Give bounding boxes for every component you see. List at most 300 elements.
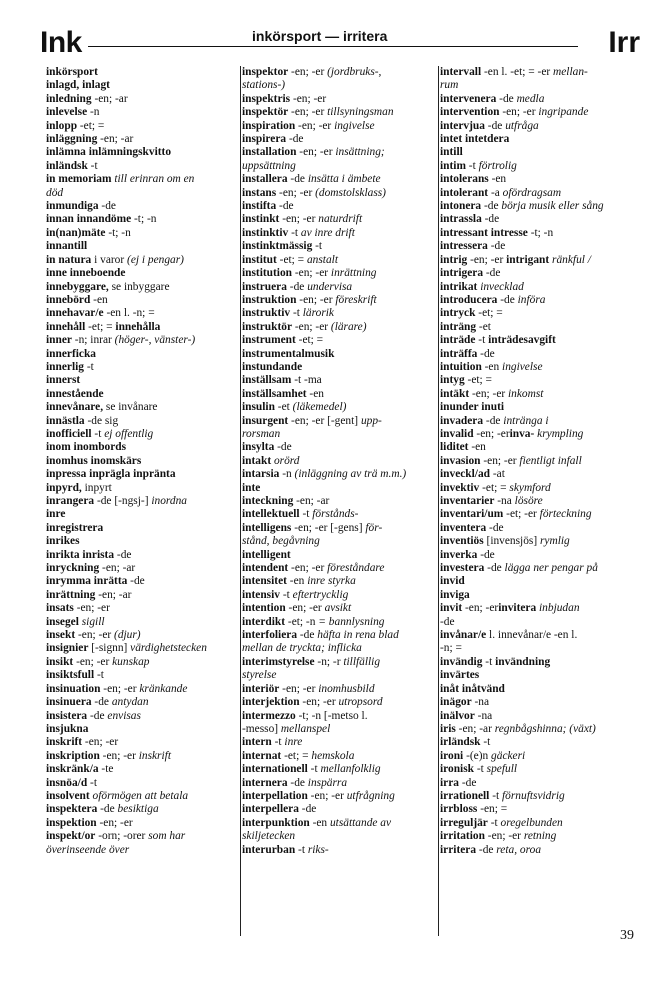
dictionary-entry bbox=[46, 374, 240, 387]
entry-grammar: -t bbox=[290, 307, 300, 320]
dictionary-entry bbox=[46, 549, 240, 562]
dictionary-entry bbox=[242, 589, 438, 602]
entry-headword: inträde bbox=[440, 334, 476, 347]
entry-grammar: -de bbox=[297, 629, 315, 642]
entry-definition: tillfällig bbox=[340, 655, 381, 668]
entry-grammar: -en bbox=[488, 173, 507, 186]
entry-grammar: -de [-ngsj-] bbox=[94, 495, 149, 507]
dictionary-entry bbox=[46, 120, 240, 133]
entry-definition: (djur) bbox=[111, 629, 141, 642]
dictionary-entry bbox=[46, 227, 240, 240]
entry-grammar: -de sig bbox=[84, 414, 119, 427]
entry-definition: = bannlysning bbox=[315, 615, 385, 628]
entry-headword: inrikta inrista bbox=[46, 548, 115, 561]
entry-headword: inteckning bbox=[242, 495, 294, 507]
entry-headword: introducera bbox=[440, 293, 498, 306]
entry-headword: internationell bbox=[242, 763, 308, 776]
dictionary-entry bbox=[440, 441, 640, 454]
entry-headword: in natura bbox=[46, 253, 92, 266]
dictionary-entry bbox=[440, 348, 640, 361]
entry-grammar: -de bbox=[440, 615, 455, 628]
entry-headword: inlopp bbox=[46, 119, 78, 132]
entry-definition: anstalt bbox=[304, 253, 338, 266]
entry-headword: inom inombords bbox=[46, 441, 127, 454]
dictionary-entry bbox=[440, 187, 640, 200]
entry-headword: installation bbox=[242, 146, 297, 159]
dictionary-entry bbox=[440, 213, 640, 226]
entry-definition: rorsman bbox=[242, 427, 281, 440]
dictionary-entry bbox=[440, 575, 640, 588]
entry-headword: innehålla bbox=[115, 320, 161, 333]
dictionary-entry bbox=[242, 508, 438, 521]
entry-headword: invärtes bbox=[440, 669, 480, 682]
entry-headword: inva- bbox=[509, 427, 535, 440]
dictionary-entry bbox=[46, 428, 240, 441]
entry-definition: kränkande bbox=[136, 682, 188, 695]
entry-grammar: -en; -ar bbox=[293, 495, 330, 507]
entry-grammar: -de bbox=[458, 776, 477, 789]
entry-headword: intressant intresse bbox=[440, 226, 528, 239]
entry-grammar: -de bbox=[483, 414, 501, 427]
entry-grammar: -de bbox=[484, 119, 503, 132]
entry-grammar: -en bbox=[481, 360, 500, 373]
entry-headword: interpellation bbox=[242, 789, 308, 802]
dictionary-entry bbox=[46, 348, 240, 361]
entry-headword: inlevelse bbox=[46, 106, 88, 119]
entry-definition: eftertrycklig bbox=[289, 588, 349, 601]
entry-grammar: -en l. -et; = -er bbox=[481, 66, 551, 78]
entry-grammar: -t; -n bbox=[105, 226, 131, 239]
dictionary-entry bbox=[440, 522, 640, 535]
entry-grammar: -t bbox=[487, 816, 498, 829]
dictionary-entry bbox=[242, 790, 438, 803]
dictionary-entry bbox=[440, 227, 640, 240]
dictionary-entry bbox=[46, 187, 240, 200]
entry-grammar: -en; -er bbox=[96, 816, 133, 829]
entry-grammar: -en; -er bbox=[484, 830, 521, 843]
entry-headword: inrikes bbox=[46, 535, 80, 548]
entry-headword: institut bbox=[242, 253, 277, 266]
entry-definition: ej offentlig bbox=[101, 427, 154, 440]
entry-headword: insurgent bbox=[242, 414, 289, 427]
entry-grammar: -et; = bbox=[479, 481, 507, 494]
entry-headword: inkörsport bbox=[46, 66, 98, 78]
entry-definition: föreståndare bbox=[324, 562, 385, 575]
dictionary-entry bbox=[440, 146, 640, 159]
dictionary-entry bbox=[440, 777, 640, 790]
dictionary-entry bbox=[242, 415, 438, 428]
entry-grammar: i varor bbox=[91, 253, 125, 266]
entry-definition: regnbågshinna; (växt) bbox=[491, 722, 596, 735]
entry-grammar: -en; -er bbox=[473, 427, 510, 440]
entry-headword: inte bbox=[242, 481, 261, 494]
entry-grammar: -a bbox=[488, 186, 500, 199]
entry-grammar: -t -ma bbox=[291, 374, 322, 387]
entry-grammar: -en bbox=[309, 816, 328, 829]
entry-definition: spefull bbox=[483, 763, 518, 776]
entry-grammar: -et; = bbox=[464, 374, 492, 387]
entry-headword: instruktion bbox=[242, 293, 297, 306]
entry-definition: intränga i bbox=[500, 414, 549, 427]
entry-definition: ingivelse bbox=[499, 360, 543, 373]
entry-headword: invektiv bbox=[440, 481, 480, 494]
dictionary-entry bbox=[46, 656, 240, 669]
dictionary-entry bbox=[242, 133, 438, 146]
dictionary-entry bbox=[242, 361, 438, 374]
entry-grammar: -te bbox=[98, 763, 114, 776]
entry-grammar: se invånare bbox=[103, 401, 158, 414]
entry-grammar: -t bbox=[295, 843, 305, 856]
entry-headword: instruktiv bbox=[242, 307, 291, 320]
dictionary-entry bbox=[440, 669, 640, 682]
entry-headword: insignier bbox=[46, 642, 89, 655]
dictionary-entry bbox=[46, 468, 240, 481]
entry-headword: inventiös bbox=[440, 535, 484, 548]
entry-headword: inlämna inlämningskvitto bbox=[46, 146, 172, 159]
entry-grammar: -t bbox=[87, 159, 98, 172]
entry-grammar: -(e)n bbox=[463, 749, 489, 762]
dictionary-entry bbox=[242, 575, 438, 588]
entry-headword: liditet bbox=[440, 441, 469, 454]
dictionary-entry bbox=[46, 522, 240, 535]
entry-definition: envisas bbox=[104, 709, 141, 722]
entry-grammar: se inbyggare bbox=[108, 280, 170, 293]
entry-headword: invånar/e bbox=[440, 629, 487, 642]
entry-definition: förstånds- bbox=[309, 508, 359, 521]
dictionary-entry bbox=[46, 93, 240, 106]
entry-definition: antydan bbox=[108, 696, 149, 709]
dictionary-entry bbox=[440, 468, 640, 481]
entry-definition: rymlig bbox=[537, 535, 570, 548]
entry-grammar: -en; -er bbox=[285, 602, 322, 615]
entry-headword: intern bbox=[242, 736, 272, 749]
entry-headword: inventera bbox=[440, 521, 487, 534]
entry-grammar: -en; -er [-gens] bbox=[291, 521, 363, 534]
dictionary-entry bbox=[440, 830, 640, 843]
dictionary-entry bbox=[242, 468, 438, 481]
dictionary-entry bbox=[46, 763, 240, 776]
dictionary-entry bbox=[242, 307, 438, 320]
dictionary-entry bbox=[46, 321, 240, 334]
entry-headword: insats bbox=[46, 602, 74, 615]
dictionary-entry bbox=[440, 790, 640, 803]
dictionary-entry bbox=[440, 401, 640, 414]
entry-grammar: -de bbox=[477, 347, 495, 360]
entry-headword: innerficka bbox=[46, 347, 96, 360]
dictionary-entry bbox=[46, 240, 240, 253]
entry-definition: gäckeri bbox=[488, 749, 526, 762]
dictionary-entry bbox=[46, 482, 240, 495]
entry-headword: innevånare, bbox=[46, 401, 104, 414]
dictionary-entry bbox=[440, 79, 640, 92]
entry-headword: insjukna bbox=[46, 722, 89, 735]
dictionary-entry bbox=[440, 361, 640, 374]
entry-grammar: -de bbox=[487, 240, 506, 253]
entry-headword: investera bbox=[440, 562, 485, 575]
entry-headword: instifta bbox=[242, 200, 277, 213]
entry-grammar: -n; -r bbox=[314, 655, 341, 668]
dictionary-entry bbox=[46, 160, 240, 173]
entry-grammar: -en; -er bbox=[462, 602, 499, 615]
entry-headword: inpressa inprägla inpränta bbox=[46, 468, 176, 481]
entry-grammar: -en; -er bbox=[295, 119, 332, 132]
entry-headword: invändig bbox=[440, 655, 483, 668]
entry-definition: död bbox=[46, 186, 64, 199]
entry-grammar: -et; = bbox=[295, 334, 324, 347]
dictionary-entry bbox=[440, 374, 640, 387]
entry-definition: inrättning bbox=[328, 267, 377, 280]
entry-grammar: -en; -er bbox=[296, 293, 333, 306]
entry-grammar: -et; = bbox=[281, 749, 309, 762]
dictionary-entry bbox=[440, 803, 640, 816]
entry-definition: skiljetecken bbox=[242, 830, 296, 843]
entry-definition: inkomst bbox=[505, 387, 544, 400]
entry-headword: inspektion bbox=[46, 816, 97, 829]
dictionary-entry bbox=[46, 281, 240, 294]
dictionary-entry bbox=[46, 254, 240, 267]
entry-grammar: -et; -er bbox=[503, 508, 537, 521]
entry-grammar: -t bbox=[299, 508, 310, 521]
entry-definition: tillsyningsman bbox=[324, 106, 394, 119]
dictionary-entry bbox=[46, 803, 240, 816]
dictionary-entry bbox=[46, 79, 240, 92]
entry-headword: inskription bbox=[46, 749, 100, 762]
entry-headword: instinkt bbox=[242, 213, 280, 226]
entry-headword: in memoriam bbox=[46, 173, 112, 186]
entry-grammar: -t; -n bbox=[131, 213, 157, 226]
entry-grammar: -na bbox=[474, 709, 493, 722]
entry-definition: utropsord bbox=[335, 696, 383, 709]
dictionary-entry bbox=[46, 844, 240, 857]
entry-headword: intervjua bbox=[440, 119, 485, 132]
entry-definition: ingripande bbox=[535, 106, 589, 119]
entry-headword: insylta bbox=[242, 441, 275, 454]
entry-definition: riks- bbox=[304, 843, 329, 856]
column-2 bbox=[242, 66, 438, 936]
entry-definition: (lärare) bbox=[328, 320, 367, 333]
entry-definition: lägga ner pengar på bbox=[501, 562, 598, 575]
entry-definition: oregelbunden bbox=[497, 816, 563, 829]
entry-headword: insinuation bbox=[46, 682, 101, 695]
entry-grammar: -t; -n [-metso l. bbox=[295, 709, 368, 722]
entry-definition: rum bbox=[440, 79, 459, 92]
entry-definition: orörd bbox=[271, 454, 300, 467]
column-divider bbox=[240, 66, 241, 936]
dictionary-entry bbox=[46, 642, 240, 655]
entry-definition: (ej i pengar) bbox=[124, 253, 184, 266]
entry-headword: interimstyrelse bbox=[242, 655, 315, 668]
entry-definition: upp- bbox=[358, 414, 382, 427]
entry-headword: inlagd, inlagt bbox=[46, 79, 110, 92]
dictionary-entry bbox=[46, 696, 240, 709]
entry-headword: innästla bbox=[46, 414, 85, 427]
dictionary-entry bbox=[242, 388, 438, 401]
dictionary-entry bbox=[46, 508, 240, 521]
dictionary-entry bbox=[46, 616, 240, 629]
dictionary-entry bbox=[46, 106, 240, 119]
entry-headword: intrikat bbox=[440, 280, 478, 293]
entry-definition: mellan de tryckta; inflicka bbox=[242, 642, 362, 655]
dictionary-entry bbox=[440, 589, 640, 602]
entry-grammar: -na bbox=[494, 495, 512, 507]
dictionary-entry bbox=[242, 482, 438, 495]
entry-definition: skymford bbox=[506, 481, 551, 494]
dictionary-entry bbox=[46, 669, 240, 682]
entry-headword: in(nan)mäte bbox=[46, 226, 106, 239]
dictionary-entry bbox=[440, 334, 640, 347]
dictionary-entry bbox=[46, 388, 240, 401]
entry-grammar: -en; -er bbox=[288, 562, 325, 575]
entry-definition: besiktiga bbox=[114, 803, 159, 816]
dictionary-entry bbox=[440, 415, 640, 428]
entry-headword: inälvor bbox=[440, 709, 475, 722]
entry-grammar: -t; -n bbox=[527, 226, 554, 239]
dictionary-entry bbox=[242, 669, 438, 682]
page-header bbox=[40, 24, 640, 64]
entry-grammar: -en bbox=[468, 441, 486, 454]
entry-grammar: -de bbox=[287, 173, 305, 186]
dictionary-entry bbox=[46, 683, 240, 696]
dictionary-entry bbox=[440, 240, 640, 253]
entry-headword: intim bbox=[440, 159, 466, 172]
entry-headword: inrangera bbox=[46, 495, 95, 507]
entry-headword: invasion bbox=[440, 454, 481, 467]
entry-definition: mellan- bbox=[550, 66, 588, 78]
entry-headword: insinuera bbox=[46, 696, 92, 709]
dictionary-entry bbox=[440, 549, 640, 562]
left-guide-word: Ink bbox=[40, 26, 82, 59]
entry-headword: inspektor bbox=[242, 66, 289, 78]
entry-headword: intrig bbox=[440, 253, 468, 266]
entry-grammar: -en; -er bbox=[73, 602, 110, 615]
dictionary-entry bbox=[440, 642, 640, 655]
entry-headword: intervenera bbox=[440, 92, 497, 105]
dictionary-entry bbox=[440, 294, 640, 307]
entry-headword: intensiv bbox=[242, 588, 280, 601]
entry-headword: instruera bbox=[242, 280, 287, 293]
dictionary-entry bbox=[242, 736, 438, 749]
entry-definition: börja musik eller sång bbox=[498, 200, 604, 213]
dictionary-entry bbox=[46, 455, 240, 468]
entry-grammar: -en; -er bbox=[73, 655, 110, 668]
entry-headword: inställsam bbox=[242, 374, 292, 387]
entry-headword: irritation bbox=[440, 830, 485, 843]
dictionary-entry bbox=[242, 495, 438, 508]
entry-grammar: -t bbox=[473, 763, 484, 776]
entry-headword: invalid bbox=[440, 427, 474, 440]
dictionary-entry bbox=[46, 817, 240, 830]
entry-grammar: l. innevånar/e -en l. bbox=[486, 629, 578, 642]
entry-headword: innantill bbox=[46, 240, 88, 253]
dictionary-entry bbox=[242, 750, 438, 763]
dictionary-entry bbox=[440, 388, 640, 401]
entry-grammar: -de bbox=[287, 776, 305, 789]
entry-grammar: -en; -er bbox=[296, 146, 333, 159]
entry-headword: intelligent bbox=[242, 548, 291, 561]
dictionary-entry bbox=[242, 803, 438, 816]
entry-grammar: -en; -ar bbox=[91, 92, 128, 105]
entry-definition: inomhusbild bbox=[315, 682, 375, 695]
entry-definition: medla bbox=[513, 92, 545, 105]
entry-headword: intensitet bbox=[242, 575, 287, 588]
entry-grammar: -de bbox=[274, 441, 292, 454]
entry-headword: intill bbox=[440, 146, 463, 159]
dictionary-entry bbox=[242, 106, 438, 119]
entry-definition: häfta in rena blad bbox=[314, 629, 399, 642]
column-1 bbox=[46, 66, 240, 936]
dictionary-entry bbox=[242, 227, 438, 240]
dictionary-entry bbox=[440, 710, 640, 723]
entry-definition: införa bbox=[514, 293, 546, 306]
entry-headword: inskränk/a bbox=[46, 763, 99, 776]
entry-grammar: -en; -er bbox=[307, 789, 344, 802]
entry-headword: intonera bbox=[440, 200, 482, 213]
dictionary-entry bbox=[440, 495, 640, 508]
entry-headword: instruktör bbox=[242, 320, 292, 333]
entry-headword: inägor bbox=[440, 696, 472, 709]
entry-grammar: -de bbox=[477, 548, 495, 561]
entry-grammar: -de bbox=[286, 280, 305, 293]
entry-grammar: -n; = bbox=[440, 642, 462, 655]
entry-headword: invid bbox=[440, 575, 465, 588]
entry-headword: intellektuell bbox=[242, 508, 300, 521]
entry-headword: instans bbox=[242, 186, 277, 199]
entry-definition: till erinran om en bbox=[111, 173, 195, 186]
entry-headword: innerlig bbox=[46, 360, 84, 373]
dictionary-entry bbox=[46, 629, 240, 642]
entry-headword: inre bbox=[46, 508, 66, 521]
entry-definition: (domstolsklass) bbox=[312, 186, 386, 199]
entry-definition: (höger-, vänster-) bbox=[111, 334, 196, 347]
entry-grammar: -t bbox=[83, 360, 94, 373]
dictionary-entry bbox=[440, 723, 640, 736]
entry-headword: intyg bbox=[440, 374, 465, 387]
dictionary-entry bbox=[242, 696, 438, 709]
entry-headword: innebörd bbox=[46, 293, 91, 306]
dictionary-entry bbox=[440, 160, 640, 173]
dictionary-entry bbox=[242, 616, 438, 629]
entry-headword: insiktsfull bbox=[46, 669, 95, 682]
entry-definition: utsättande av bbox=[327, 816, 392, 829]
entry-grammar: -et; = bbox=[276, 253, 305, 266]
entry-headword: interjektion bbox=[242, 696, 300, 709]
dictionary-entry bbox=[440, 428, 640, 441]
entry-headword: irrbloss bbox=[440, 803, 478, 816]
entry-definition: inre styrka bbox=[304, 575, 356, 588]
entry-headword: inträffa bbox=[440, 347, 478, 360]
dictionary-entry bbox=[46, 790, 240, 803]
entry-grammar: -en; -er bbox=[288, 66, 325, 78]
entry-headword: ironi bbox=[440, 749, 464, 762]
entry-headword: inunder inuti bbox=[440, 401, 505, 414]
entry-grammar: -en; -er bbox=[279, 213, 316, 226]
entry-grammar: -de bbox=[496, 92, 514, 105]
entry-headword: intryck bbox=[440, 307, 476, 320]
entry-headword: inner bbox=[46, 334, 72, 347]
entry-grammar: -en; -ar bbox=[95, 588, 132, 601]
entry-headword: interpellera bbox=[242, 803, 299, 816]
entry-definition: inordna bbox=[148, 495, 187, 507]
dictionary-entry bbox=[46, 723, 240, 736]
dictionary-entry bbox=[440, 133, 640, 146]
entry-definition: fientligt infall bbox=[516, 454, 582, 467]
entry-grammar: -n bbox=[87, 106, 100, 119]
dictionary-entry bbox=[440, 200, 640, 213]
dictionary-entry bbox=[242, 817, 438, 830]
entry-headword: inrättning bbox=[46, 588, 96, 601]
entry-grammar: -de bbox=[481, 213, 500, 226]
column-divider bbox=[438, 66, 439, 936]
